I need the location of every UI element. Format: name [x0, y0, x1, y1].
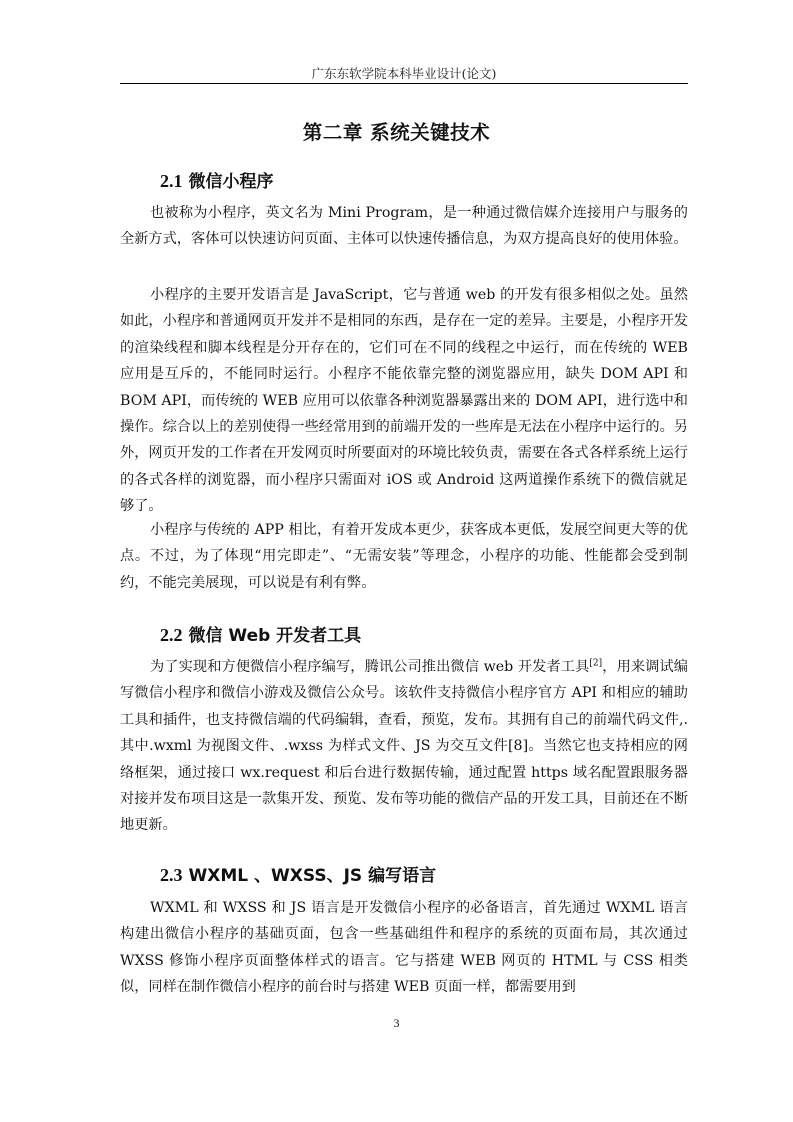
citation-superscript: [2]	[589, 658, 603, 669]
section-title: WXML 、WXSS、JS 编写语言	[188, 866, 437, 886]
paragraph-text: ，用来调试编写微信小程序和微信小游戏及微信公众号。该软件支持微信小程序官方 API 和相应的辅助工具和插件，也支持微信端的代码编辑，查看，预览，发布。其拥有自己的前端代码文件,.其中.wxml 为视图文件、.wxss 为样式文件、JS 为交互文件[8]。当然它也支持相应的网络框架，通过接口 wx.request 和后台进行数据传输，通过配置 https 域名配置跟服务器对接并发布项目这是一款集开发、预览、发布等功能的微信产品的开发工具，目前还在不断地更新。	[120, 659, 688, 834]
paragraph-text: 为了实现和方便微信小程序编写，腾讯公司推出微信 web 开发者工具	[150, 659, 590, 675]
section-number: 2.3	[160, 865, 183, 885]
section-heading-2-1	[160, 167, 274, 192]
section-number: 2.2	[160, 625, 183, 645]
paragraph: WXML 和 WXSS 和 JS 语言是开发微信小程序的必备语言，首先通过 WXML 语言构建出微信小程序的基础页面，包含一些基础组件和程序的系统的页面布局，其次通过 WXSS 修饰小程序页面整体样式的语言。它与搭建 WEB 网页的 HTML 与 CSS 相类似，同样在制作微信小程序的前台时与搭建 WEB 页面一样，都需要用到	[120, 900, 688, 996]
section-heading-2-2	[160, 621, 361, 646]
section-number: 2.1	[160, 171, 183, 191]
section-title: 微信小程序	[188, 172, 274, 192]
section-title: 微信 Web 开发者工具	[188, 626, 362, 646]
paragraph	[120, 654, 688, 839]
header-rule	[120, 83, 688, 84]
section-heading-2-3	[160, 861, 436, 886]
paragraph: 小程序与传统的 APP 相比，有着开发成本更少，获客成本更低，发展空间更大等的优点。不过，为了体现“用完即走”、“无需安装”等理念，小程序的功能、性能都会受到制约，不能完美展现，可以说是有利有弊。	[120, 522, 688, 591]
paragraph: 也被称为小程序，英文名为 Mini Program，是一种通过微信媒介连接用户与服务的全新方式，客体可以快速访问页面、主体可以快速传播信息，为双方提高良好的使用体验。	[120, 205, 688, 248]
chapter-title: 第二章 系统关键技术	[302, 121, 491, 144]
page-number: 3	[393, 1016, 400, 1030]
running-header: 广东东软学院本科毕业设计(论文)	[311, 66, 497, 81]
paragraph: 小程序的主要开发语言是 JavaScript，它与普通 web 的开发有很多相似之处。虽然如此，小程序和普通网页开发并不是相同的东西，是存在一定的差异。主要是，小程序开发的渲染线程和脚本线程是分开存在的，它们可在不同的线程之中运行，而在传统的 WEB 应用是互斥的，不能同时运行。小程序不能依靠完整的浏览器应用，缺失 DOM API 和 BOM API，而传统的 WEB 应用可以依靠各种浏览器暴露出来的 DOM API，进行选中和操作。综合以上的差别使得一些经常用到的前端开发的一些库是无法在小程序中运行的。另外，网页开发的工作者在开发网页时所要面对的环境比较负责，需要在各式各样系统上运行的各式各样的浏览器，而小程序只需面对 iOS 或 Android 这两道操作系统下的微信就足够了。	[120, 287, 688, 515]
